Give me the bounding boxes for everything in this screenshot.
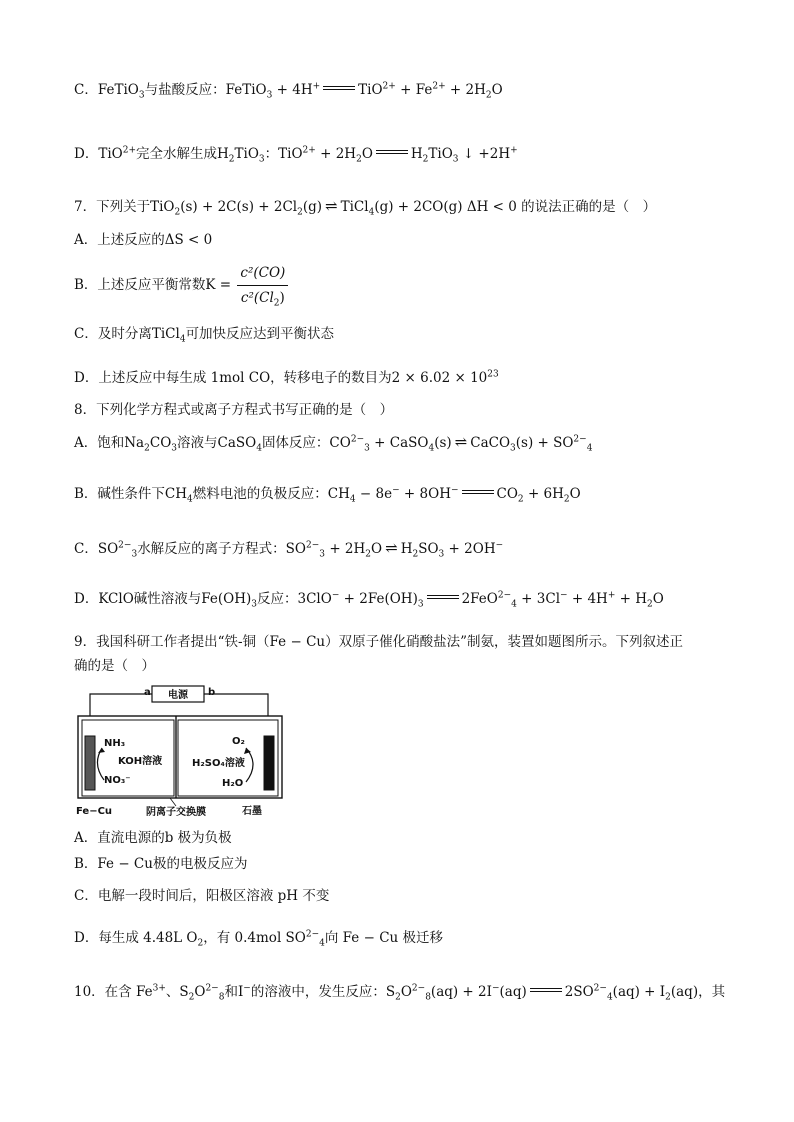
question-10 <box>74 982 725 1002</box>
text-fragment: 2 <box>517 494 524 505</box>
text-fragment: + <box>510 145 518 156</box>
text-fragment: 2+ <box>122 145 136 156</box>
text-fragment: − <box>331 590 340 601</box>
equilibrium-arrow: ⇌ <box>385 539 398 557</box>
question-8 <box>74 400 393 420</box>
text-fragment: 2 <box>174 207 181 218</box>
text-fragment: O <box>652 591 664 607</box>
text-fragment: 2 <box>485 90 492 101</box>
text-fragment: 2 <box>665 992 671 1003</box>
text-fragment: 3 <box>364 443 370 454</box>
text-fragment: + 2OH <box>444 541 496 557</box>
h2o-label: H₂O <box>222 778 244 789</box>
text-fragment: 可加快反应达到平衡状态 <box>185 326 335 342</box>
graphite-label: 石墨 <box>242 806 262 817</box>
text-fragment: + Fe <box>395 82 433 98</box>
text-fragment: 向 Fe − Cu 极迁移 <box>324 930 444 946</box>
text-fragment: 3 <box>417 599 424 610</box>
option-9b <box>74 854 247 874</box>
text-fragment: 8 <box>218 992 225 1003</box>
text-fragment: 2 <box>356 154 362 165</box>
text-fragment: + 8OH <box>399 486 451 502</box>
text-fragment: TiCl <box>340 199 369 215</box>
option-7b <box>74 262 290 309</box>
text-fragment: 完全水解生成H <box>136 146 229 162</box>
text-fragment: (s) + SO <box>515 435 574 451</box>
text-fragment: B． <box>74 856 98 872</box>
text-fragment: ↓ +2H <box>458 146 511 162</box>
text-fragment: O <box>371 541 383 557</box>
text-fragment: Fe − Cu极的电极反应为 <box>97 856 248 872</box>
text-fragment: 4 <box>428 443 435 454</box>
text-fragment: 10．在含 Fe <box>74 984 153 1000</box>
text-fragment: 2SO <box>564 984 594 1000</box>
equals-arrow <box>376 150 408 156</box>
text-fragment: CaCO <box>470 435 511 451</box>
equals-arrow <box>427 595 459 601</box>
text-fragment: 3 <box>438 549 445 560</box>
text-fragment: D． <box>74 370 99 386</box>
option-8c <box>74 538 503 559</box>
text-fragment: SO <box>97 541 119 557</box>
text-fragment: 2− <box>350 434 365 445</box>
equilibrium-arrow: ⇌ <box>454 433 468 451</box>
text-fragment: A． <box>74 435 98 451</box>
power-source-label: 电源 <box>168 690 188 701</box>
text-fragment: 2− <box>305 929 320 940</box>
option-9a <box>74 828 232 848</box>
option-7a <box>74 230 212 250</box>
text-fragment: 3 <box>171 443 177 454</box>
text-fragment: 2 <box>197 938 204 949</box>
text-fragment: (g) + 2CO(g) ΔH < 0 的说法正确的是（ ） <box>374 199 657 215</box>
text-fragment: (aq)，其 <box>670 984 726 1000</box>
text-fragment: FeTiO <box>97 82 139 98</box>
text-fragment: 及时分离TiCl <box>97 326 180 342</box>
text-fragment: O <box>491 82 503 98</box>
text-fragment: 2 <box>422 154 429 165</box>
text-fragment: + H <box>615 591 648 607</box>
text-fragment: D． <box>74 930 99 946</box>
text-fragment: 2+ <box>432 81 446 92</box>
text-fragment: D． <box>74 146 99 162</box>
text-fragment: 与盐酸反应：FeTiO <box>144 82 267 98</box>
text-fragment: 2 <box>563 494 570 505</box>
text-fragment: 4 <box>349 494 356 505</box>
membrane-label: 阴离子交换膜 <box>146 807 206 818</box>
text-fragment: 2 <box>395 992 401 1003</box>
text-fragment: + <box>312 81 321 92</box>
text-fragment: 4 <box>319 938 325 949</box>
text-fragment: B． <box>74 277 98 293</box>
text-fragment: 2 <box>144 443 150 454</box>
text-fragment: (s) + 2C(s) + 2Cl <box>180 199 298 215</box>
equals-arrow <box>323 86 355 92</box>
text-fragment: 3 <box>131 549 138 560</box>
text-fragment: 2 <box>297 207 303 218</box>
text-fragment: 、S <box>165 984 189 1000</box>
option-7d <box>74 368 499 388</box>
text-fragment: 上述反应中每生成 1mol CO，转移电子的数目为2 × 6.02 × 10 <box>98 370 488 386</box>
text-fragment: TiO <box>98 146 123 162</box>
question-7 <box>74 196 656 217</box>
text-fragment: c²(CO) <box>237 262 288 286</box>
text-fragment: − <box>450 485 459 496</box>
text-fragment: 饱和Na <box>97 435 145 451</box>
text-fragment: 确的是（ ） <box>74 658 155 674</box>
text-fragment: 2− <box>306 540 320 551</box>
text-fragment: 8．下列化学方程式或离子方程式书写正确的是（ ） <box>74 402 394 418</box>
text-fragment: H <box>400 541 413 557</box>
text-fragment: 固体反应：CO <box>261 435 351 451</box>
text-fragment: 3 <box>258 154 265 165</box>
text-fragment: B． <box>74 486 98 502</box>
text-fragment: CO <box>496 486 518 502</box>
text-fragment: 3 <box>138 90 145 101</box>
text-fragment: 4 <box>511 599 517 610</box>
text-fragment: − 8e <box>355 486 393 502</box>
text-fragment: 2+ <box>382 81 396 92</box>
text-fragment: (s) <box>434 435 452 451</box>
text-fragment: D． <box>74 591 99 607</box>
text-fragment: 9．我国科研工作者提出“铁-铜（Fe − Cu）双原子催化硝酸盐法”制氨，装置如题图所示。下列叙述正 <box>74 634 683 650</box>
fe-cu-label: Fe−Cu <box>76 806 113 817</box>
text-fragment: (aq) + I <box>612 984 666 1000</box>
text-fragment: SO <box>418 541 439 557</box>
text-fragment: + 4H <box>272 82 313 98</box>
text-fragment: TiO <box>234 146 259 162</box>
text-fragment: C． <box>74 82 98 98</box>
text-fragment: TiO <box>358 82 383 98</box>
text-fragment: + 6H <box>523 486 564 502</box>
text-fragment: 3 <box>452 154 459 165</box>
question-9-line2 <box>74 656 155 676</box>
text-fragment: C． <box>74 326 98 342</box>
text-fragment: 2− <box>411 983 426 994</box>
text-fragment: 上述反应平衡常数K = <box>97 277 236 293</box>
text-fragment: 2− <box>118 540 132 551</box>
equals-arrow <box>462 490 494 496</box>
electrolysis-cell-diagram <box>74 684 286 820</box>
text-fragment: 4 <box>187 494 193 505</box>
text-fragment: 3 <box>251 599 257 610</box>
text-fragment: 每生成 4.48L O <box>98 930 198 946</box>
text-fragment: 2− <box>573 434 587 445</box>
text-fragment: 电解一段时间后，阳极区溶液 pH 不变 <box>97 888 330 904</box>
option-8a <box>74 432 592 453</box>
text-fragment: + 3Cl <box>516 591 561 607</box>
text-fragment: 溶液与CaSO <box>177 435 257 451</box>
graphite-electrode <box>264 736 274 790</box>
option-6d <box>74 144 518 164</box>
text-fragment: 燃料电池的负极反应：CH <box>192 486 350 502</box>
text-fragment: + <box>607 590 616 601</box>
option-9d <box>74 928 443 948</box>
text-fragment: ) <box>279 290 285 306</box>
text-fragment: 2− <box>497 590 512 601</box>
text-fragment: + CaSO <box>369 435 429 451</box>
text-fragment: 8 <box>425 992 431 1003</box>
nh3-label: NH₃ <box>104 738 126 749</box>
equilibrium-arrow: ⇌ <box>325 197 338 215</box>
text-fragment: 4 <box>256 443 262 454</box>
text-fragment: O <box>569 486 581 502</box>
text-fragment: C． <box>74 541 98 557</box>
text-fragment: ：TiO <box>264 146 303 162</box>
h2so4-solution-label: H₂SO₄溶液 <box>192 758 245 769</box>
terminal-a-label: a <box>144 687 151 698</box>
text-fragment: 2FeO <box>461 591 498 607</box>
equilibrium-fraction <box>237 262 288 309</box>
text-fragment: 2− <box>205 983 219 994</box>
text-fragment: A． <box>74 830 98 846</box>
text-fragment: A． <box>74 232 98 248</box>
text-fragment: 反应：3ClO <box>257 591 332 607</box>
text-fragment: + 2H <box>315 146 357 162</box>
text-fragment: 水解反应的离子方程式：SO <box>137 541 307 557</box>
text-fragment: 碱性条件下CH <box>97 486 188 502</box>
text-fragment: O <box>194 984 206 1000</box>
text-fragment: 3 <box>510 443 516 454</box>
o2-label: O₂ <box>232 736 245 747</box>
text-fragment: 3+ <box>152 983 166 994</box>
text-fragment: 2+ <box>302 145 316 156</box>
fe-cu-electrode <box>85 736 95 790</box>
option-8d <box>74 589 664 609</box>
text-fragment: C． <box>74 888 98 904</box>
text-fragment: c²(Cl <box>240 290 274 306</box>
text-fragment: 2 <box>365 549 372 560</box>
option-9c <box>74 886 329 906</box>
text-fragment: 上述反应的ΔS < 0 <box>97 232 213 248</box>
text-fragment: O <box>361 146 373 162</box>
text-fragment: − <box>243 983 251 994</box>
text-fragment: 2− <box>593 983 607 994</box>
text-fragment: 2 <box>412 549 419 560</box>
text-fragment: 4 <box>179 334 186 345</box>
text-fragment: (aq) <box>499 984 527 1000</box>
text-fragment: 4 <box>606 992 613 1003</box>
text-fragment: 2 <box>647 599 653 610</box>
text-fragment: + 2H <box>325 541 366 557</box>
no3-label: NO₃⁻ <box>104 775 131 786</box>
text-fragment: + 2H <box>445 82 486 98</box>
text-fragment: 直流电源的b 极为负极 <box>97 830 232 846</box>
equals-arrow <box>530 988 562 994</box>
question-9-line1 <box>74 632 683 652</box>
option-6c <box>74 80 503 100</box>
text-fragment: − <box>491 983 500 994</box>
text-fragment: 2 <box>273 298 280 309</box>
text-fragment: (aq) + 2I <box>430 984 492 1000</box>
text-fragment: TiO <box>428 146 453 162</box>
text-fragment: 2 <box>228 154 235 165</box>
option-7c <box>74 324 334 344</box>
text-fragment: CO <box>149 435 172 451</box>
text-fragment: − <box>495 540 504 551</box>
text-fragment: 和I <box>224 984 244 1000</box>
text-fragment: − <box>560 590 568 601</box>
text-fragment: + 2Fe(OH) <box>339 591 418 607</box>
text-fragment: O <box>400 984 412 1000</box>
option-8b <box>74 484 581 504</box>
text-fragment: + 4H <box>567 591 608 607</box>
text-fragment: 4 <box>368 207 375 218</box>
text-fragment: 的溶液中，发生反应：S <box>250 984 396 1000</box>
terminal-b-label: b <box>208 687 216 698</box>
text-fragment: 23 <box>487 369 499 380</box>
text-fragment: ，有 0.4mol SO <box>203 930 306 946</box>
text-fragment: (g) <box>302 199 323 215</box>
koh-solution-label: KOH溶液 <box>118 756 163 767</box>
text-fragment: 7．下列关于TiO <box>74 199 175 215</box>
text-fragment: H <box>410 146 423 162</box>
text-fragment: 3 <box>266 90 273 101</box>
text-fragment: 3 <box>319 549 326 560</box>
text-fragment: 2 <box>188 992 195 1003</box>
text-fragment: KClO碱性溶液与Fe(OH) <box>98 591 252 607</box>
text-fragment: 4 <box>586 443 593 454</box>
text-fragment: − <box>392 485 400 496</box>
